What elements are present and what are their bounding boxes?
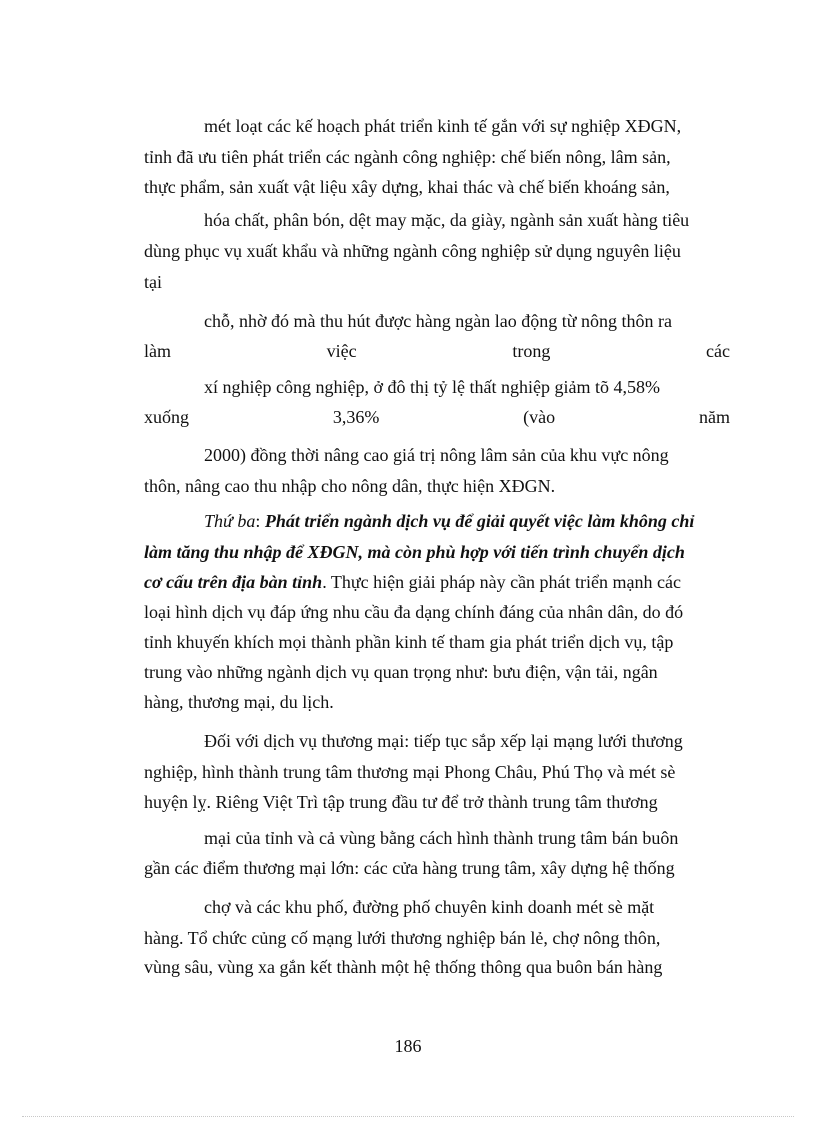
justified-text-line — [144, 336, 730, 366]
text-line — [204, 506, 730, 536]
text-line: tỉnh đã ưu tiên phát triển các ngành công nghiệp: chế biến nông, lâm sản, — [144, 147, 671, 167]
text-line: loại hình dịch vụ đáp ứng nhu cầu đa dạng chính đáng của nhân dân, do đó — [144, 602, 684, 622]
word: các — [706, 341, 730, 361]
word: trong — [512, 341, 551, 361]
text-line: chợ và các khu phố, đường phố chuyên kinh doanh mét sè mặt — [204, 897, 655, 917]
text-line: mét loạt các kế hoạch phát triển kinh tế gắn với sự nghiệp XĐGN, — [204, 116, 682, 136]
colon: : — [255, 511, 265, 531]
word: năm — [698, 407, 730, 427]
word: việc — [326, 341, 357, 361]
justified-text-line — [144, 402, 730, 432]
section-heading: Phát triển ngành dịch vụ để giải quyết việc làm không chỉ — [264, 511, 695, 531]
text-line: dùng phục vụ xuất khẩu và những ngành công nghiệp sử dụng nguyên liệu — [144, 241, 681, 261]
word: (vào — [523, 407, 556, 427]
text-line: hàng. Tổ chức củng cố mạng lưới thương nghiệp bán lẻ, chợ nông thôn, — [144, 928, 661, 948]
text-span: . Thực hiện giải pháp này cần phát triển mạnh các — [322, 572, 681, 592]
text-line: Đối với dịch vụ thương mại: tiếp tục sắp xếp lại mạng lưới thương — [204, 731, 683, 751]
text-line: trung vào những ngành dịch vụ quan trọng như: bưu điện, vận tải, ngân — [144, 662, 658, 682]
text-line: chỗ, nhờ đó mà thu hút được hàng ngàn lao động từ nông thôn ra — [204, 311, 672, 331]
text-line: tại — [144, 272, 162, 292]
text-line: thực phẩm, sản xuất vật liệu xây dựng, khai thác và chế biến khoáng sản, — [144, 177, 670, 197]
text-line: mại của tỉnh và cả vùng bằng cách hình thành trung tâm bán buôn — [204, 828, 679, 848]
text-line: hóa chất, phân bón, dệt may mặc, da giày, ngành sản xuất hàng tiêu — [204, 210, 690, 230]
page-number: 186 — [394, 1036, 422, 1056]
section-heading: cơ cấu trên địa bàn tỉnh — [144, 572, 323, 592]
text-line: tỉnh khuyến khích mọi thành phần kinh tế tham gia phát triển dịch vụ, tập — [144, 632, 674, 652]
bottom-divider — [22, 1116, 794, 1117]
text-line: nghiệp, hình thành trung tâm thương mại Phong Châu, Phú Thọ và mét sè — [144, 762, 676, 782]
text-line: gần các điểm thương mại lớn: các cửa hàng trung tâm, xây dựng hệ thống — [144, 858, 675, 878]
text-line: hàng, thương mại, du lịch. — [144, 692, 334, 712]
text-line: thôn, nâng cao thu nhập cho nông dân, thực hiện XĐGN. — [144, 476, 556, 496]
text-line: 2000) đồng thời nâng cao giá trị nông lâm sản của khu vực nông — [204, 445, 669, 465]
word: 3,36% — [332, 407, 380, 427]
section-heading-line: làm tăng thu nhập để XĐGN, mà còn phù hợp với tiến trình chuyển dịch — [144, 542, 685, 562]
section-label: Thứ ba — [204, 511, 256, 531]
text-line: huyện lỵ. Riêng Việt Trì tập trung đầu tư để trở thành trung tâm thương — [144, 792, 658, 812]
text-line: xí nghiệp công nghiệp, ở đô thị tỷ lệ thất nghiệp giảm tõ 4,58% — [204, 377, 660, 397]
word: xuống — [144, 407, 189, 427]
text-line: vùng sâu, vùng xa gắn kết thành một hệ thống thông qua buôn bán hàng — [144, 957, 663, 977]
text-line — [144, 567, 730, 597]
word: làm — [144, 341, 171, 361]
